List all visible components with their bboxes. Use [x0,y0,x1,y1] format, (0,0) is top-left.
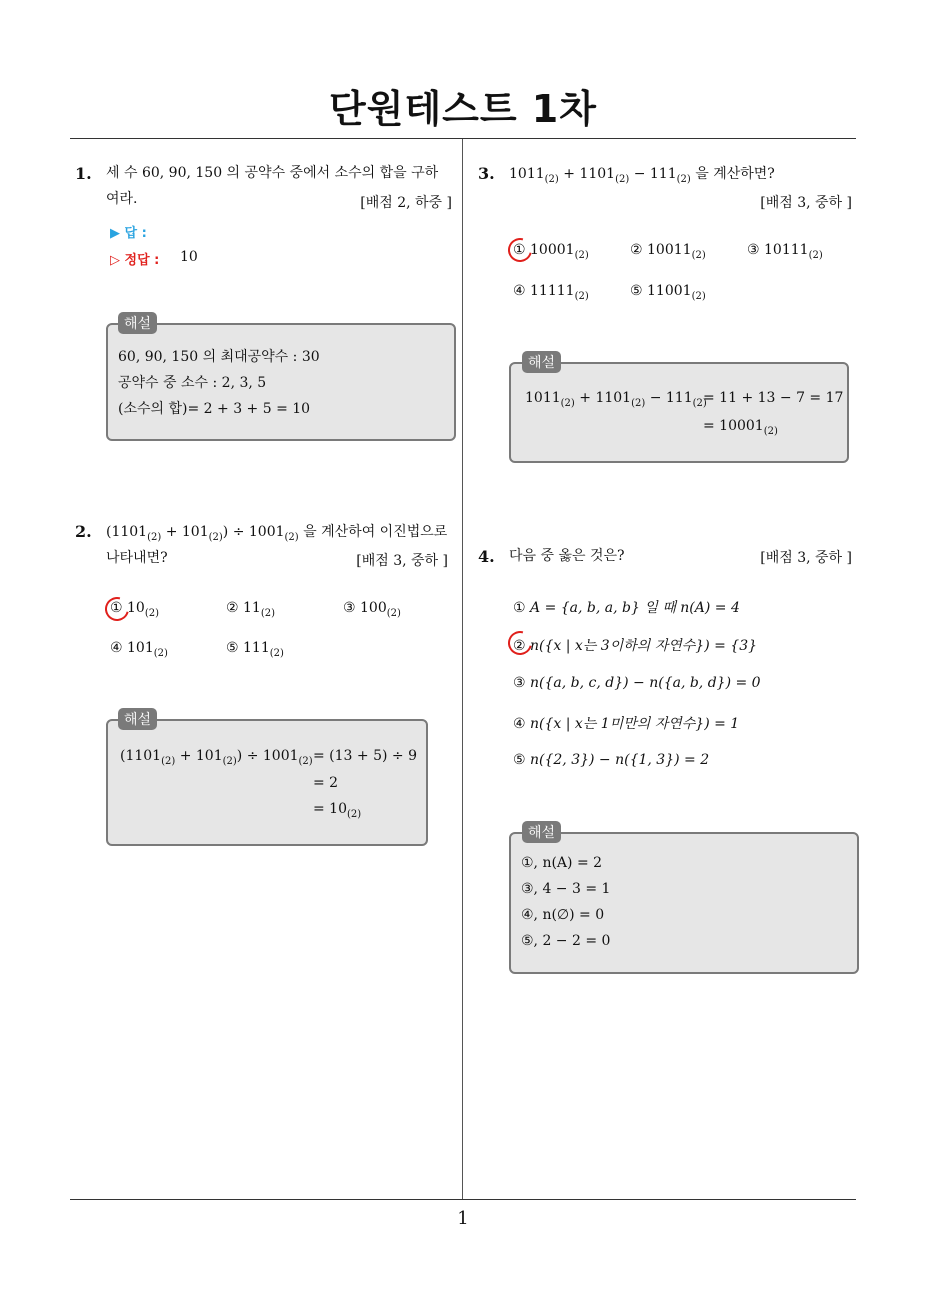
q2-score-meta: [배점 3, 중하 ] [356,553,448,569]
q1-correct-label: ▷ 정답 : [110,253,160,268]
q3-number: 3. [478,164,495,183]
option-number: ④ [110,640,123,656]
q2-option-2[interactable] [226,600,275,619]
q1-explanation-label: 해설 [118,312,157,334]
q4-explanation-line: ④, n(∅) = 0 [521,907,605,923]
option-number: ④ [513,283,526,299]
option-text: $11001_{(2)}$ [647,283,706,302]
option-number: ③ [513,675,526,691]
option-number: ② [630,242,643,258]
q4-score-meta: [배점 3, 중하 ] [760,550,852,566]
q3-option-3[interactable] [747,242,823,261]
q4-explanation-line: ①, n(A) = 2 [521,855,603,871]
option-number: ④ [513,716,526,732]
q4-option-2[interactable] [513,635,757,655]
q2-explanation-line: = 2 [313,775,339,791]
q2-explanation-label: 해설 [118,708,157,730]
q4-explanation-line: ③, 4 − 3 = 1 [521,881,611,897]
option-text: $10_{(2)}$ [127,600,160,619]
q3-option-1[interactable] [513,242,589,261]
q3-explanation-box [509,362,849,463]
q4-explanation-box [509,832,859,974]
q1-correct-value: 10 [180,249,198,265]
q2-explanation-line: = $10_{(2)}$ [313,801,362,820]
bottom-rule [70,1199,856,1200]
option-number: ② [513,638,526,654]
q2-explanation-line: = (13 + 5) ÷ 9 [313,748,417,764]
q1-number: 1. [75,164,92,183]
option-number: ① [513,600,526,616]
page-title: 단원테스트 1차 [329,87,597,131]
q2-option-1[interactable] [110,600,159,619]
page-number: 1 [457,1208,469,1229]
q2-expression: $(1101_{(2)} + 101_{(2)}) \div 1001_{(2)}$ [106,524,299,543]
q1-answer-label: ▶ 답 : [110,226,147,241]
top-rule [70,138,856,139]
q4-number: 4. [478,547,495,566]
option-text: n({x | x는 1미만의 자연수}) = 1 [530,716,740,732]
option-text: A = {a, b, a, b} 일 때 n(A) = 4 [530,600,740,616]
option-text: $10111_{(2)}$ [764,242,823,261]
option-text: n({a, b, c, d}) − n({a, b, d}) = 0 [530,675,761,691]
q4-explanation-label: 해설 [522,821,561,843]
q2-option-4[interactable] [110,640,168,659]
q2-number: 2. [75,522,92,541]
option-text: $10001_{(2)}$ [530,242,589,261]
q3-expression: $1011_{(2)} + 1101_{(2)} - 111_{(2)}$ [509,166,691,185]
q2-explanation-lhs: $(1101_{(2)} + 101_{(2)}) \div 1001_{(2)}$ [120,748,313,767]
q2-question-line2: 나타내면? [106,550,168,566]
q2-option-3[interactable] [343,600,401,619]
option-text: $10011_{(2)}$ [647,242,706,261]
q4-option-4[interactable] [513,713,739,733]
q2-option-5[interactable] [226,640,284,659]
q1-score-meta: [배점 2, 하중 ] [360,195,452,211]
q1-question-line2: 여라. [106,191,138,207]
column-divider [462,139,463,1199]
q3-option-5[interactable] [630,283,706,302]
q1-explanation-line: 공약수 중 소수 : 2, 3, 5 [118,375,267,391]
q1-question-line1: 세 수 60, 90, 150 의 공약수 중에서 소수의 합을 구하 [106,165,439,181]
q3-explanation-line: = 11 + 13 − 7 = 17 [703,390,844,406]
q3-question-text: 을 계산하면? [695,166,775,182]
option-number: ③ [747,242,760,258]
option-number: ① [110,600,123,616]
option-text: $101_{(2)}$ [127,640,168,659]
option-number: ⑤ [630,283,643,299]
q4-option-5[interactable] [513,752,709,768]
option-text: n({2, 3}) − n({1, 3}) = 2 [530,752,710,768]
q3-explanation-label: 해설 [522,351,561,373]
q3-question-line1 [509,161,775,193]
q4-question-text: 다음 중 옳은 것은? [509,548,625,564]
option-text: $11_{(2)}$ [243,600,276,619]
q4-explanation-line: ⑤, 2 − 2 = 0 [521,933,611,949]
q4-option-1[interactable] [513,597,740,617]
option-text: $11111_{(2)}$ [530,283,589,302]
q2-question-text: 을 계산하여 이진법으로 [303,524,448,540]
option-text: $100_{(2)}$ [360,600,401,619]
q3-option-4[interactable] [513,283,589,302]
q4-option-3[interactable] [513,675,761,691]
option-number: ⑤ [513,752,526,768]
q3-explanation-line: = $10001_{(2)}$ [703,418,778,437]
q1-explanation-line: 60, 90, 150 의 최대공약수 : 30 [118,349,320,365]
q3-option-2[interactable] [630,242,706,261]
q3-explanation-lhs: $1011_{(2)} + 1101_{(2)} - 111_{(2)}$ [525,390,707,409]
q3-score-meta: [배점 3, 중하 ] [760,195,852,211]
option-number: ② [226,600,239,616]
option-number: ⑤ [226,640,239,656]
option-number: ③ [343,600,356,616]
option-text: $111_{(2)}$ [243,640,284,659]
option-text: n({x | x는 3이하의 자연수}) = {3} [530,638,758,654]
q2-explanation-box [106,719,428,846]
option-number: ① [513,242,526,258]
q1-explanation-line: (소수의 합)= 2 + 3 + 5 = 10 [118,401,311,417]
